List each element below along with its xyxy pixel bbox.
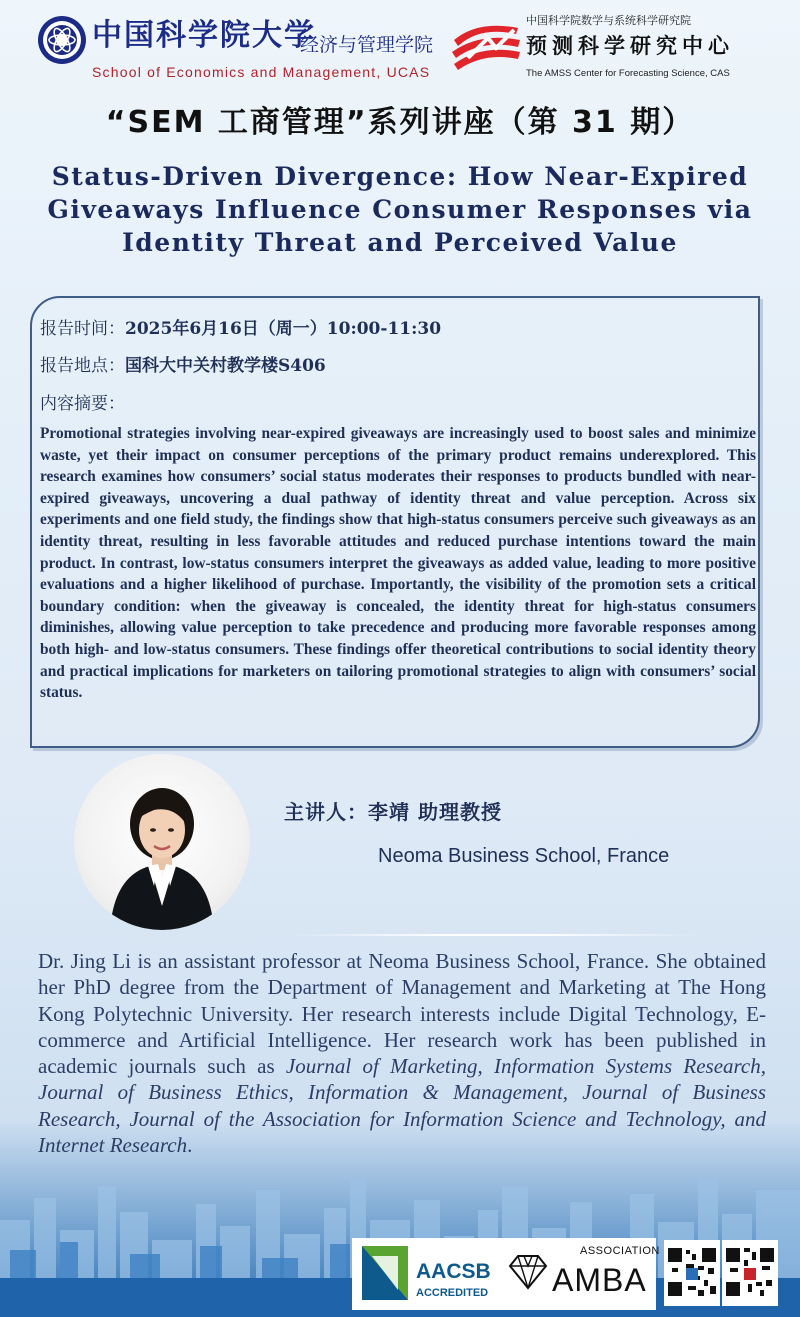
section-divider xyxy=(290,934,700,936)
bio-text: Dr. Jing Li is an assistant professor at Neoma Business School, France. She obtained her PhD degree from the Department of Management and Marketing at The Hong Kong Polytechnic University. Her research interests include Digital Technology, E-commerce and Artificial Intelligence. Her research work has been published in academic journals such as xyxy=(38,949,766,1079)
aacsb-label: AACSB xyxy=(416,1260,491,1283)
time-label: 报告时间： xyxy=(40,319,125,339)
speaker-photo xyxy=(74,754,250,930)
talk-title: Status-Driven Divergence: How Near-Expired Giveaways Influence Consumer Responses via Identity Threat and Perceived Value xyxy=(47,162,753,257)
place-line xyxy=(40,351,326,376)
aacsb-logo-icon xyxy=(362,1246,408,1300)
amba-association: ASSOCIATION xyxy=(580,1245,660,1257)
place-value: 国科大中关村教学楼S406 xyxy=(125,356,326,376)
ucas-emblem-icon xyxy=(36,14,88,66)
aacsb-accredited: ACCREDITED xyxy=(416,1287,489,1299)
qr-code-left-icon xyxy=(664,1240,720,1306)
place-label: 报告地点： xyxy=(40,356,125,376)
time-line xyxy=(40,314,441,339)
bio-end: . xyxy=(187,1133,193,1158)
qr-code-right-icon xyxy=(722,1240,778,1306)
series-title: “SEM 工商管理”系列讲座（第 31 期） xyxy=(105,105,695,140)
forecasting-center-logo-icon xyxy=(448,18,522,78)
amba-label: AMBA xyxy=(552,1262,647,1298)
ucas-name: 中国科学院大学 xyxy=(92,18,316,53)
speaker-name: 主讲人：李靖 助理教授 xyxy=(284,800,502,824)
speaker-portrait-icon xyxy=(74,754,250,930)
time-value: 2025年6月16日（周一）10:00-11:30 xyxy=(125,319,442,339)
header xyxy=(0,0,800,95)
speaker-affiliation: Neoma Business School, France xyxy=(378,845,670,867)
bio-journals: Journal of Marketing, Information Systems Research, Journal of Business Ethics, Information & Management, Journal of Business Research, Journal of the Association for Information Science and Technology, and Internet Research xyxy=(38,1054,766,1158)
speaker-bio xyxy=(38,948,766,1158)
ucas-school-cn: 经济与管理学院 xyxy=(300,34,434,56)
abstract-text: Promotional strategies involving near-expired giveaways are increasingly used to boost sales and minimize waste, yet their impact on consumer perceptions of the primary product remains underexplored. This research examines how consumers’ social status moderates their responses to products bundled with near-expired giveaways, uncovering a dual pathway of identity threat and value perception. Across six experiments and one field study, the findings show that high-status consumers perceive such giveaways as an identity threat, resulting in less favorable attitudes and reduced purchase intentions toward the main product. In contrast, low-status consumers interpret the giveaways as added value, leading to more positive evaluations and a higher likelihood of purchase. Importantly, the visibility of the promotion sets a critical boundary condition: when the giveaway is concealed, the identity threat for high-status consumers diminishes, allowing value perception to take precedence and producing more favorable responses among both high- and low-status consumers. These findings offer theoretical contributions to social identity theory and practical implications for marketers on tailoring promotional strategies to align with consumers’ social status. xyxy=(40,425,756,702)
ucas-school-en: School of Economics and Management, UCAS xyxy=(92,64,431,80)
center-name: 预测科学研究中心 xyxy=(526,33,734,58)
center-name-en: The AMSS Center for Forecasting Science, CAS xyxy=(526,68,730,79)
amss-name: 中国科学院数学与系统科学研究院 xyxy=(526,14,691,27)
abstract-label: 内容摘要： xyxy=(40,394,125,414)
amba-diamond-icon xyxy=(506,1252,550,1292)
